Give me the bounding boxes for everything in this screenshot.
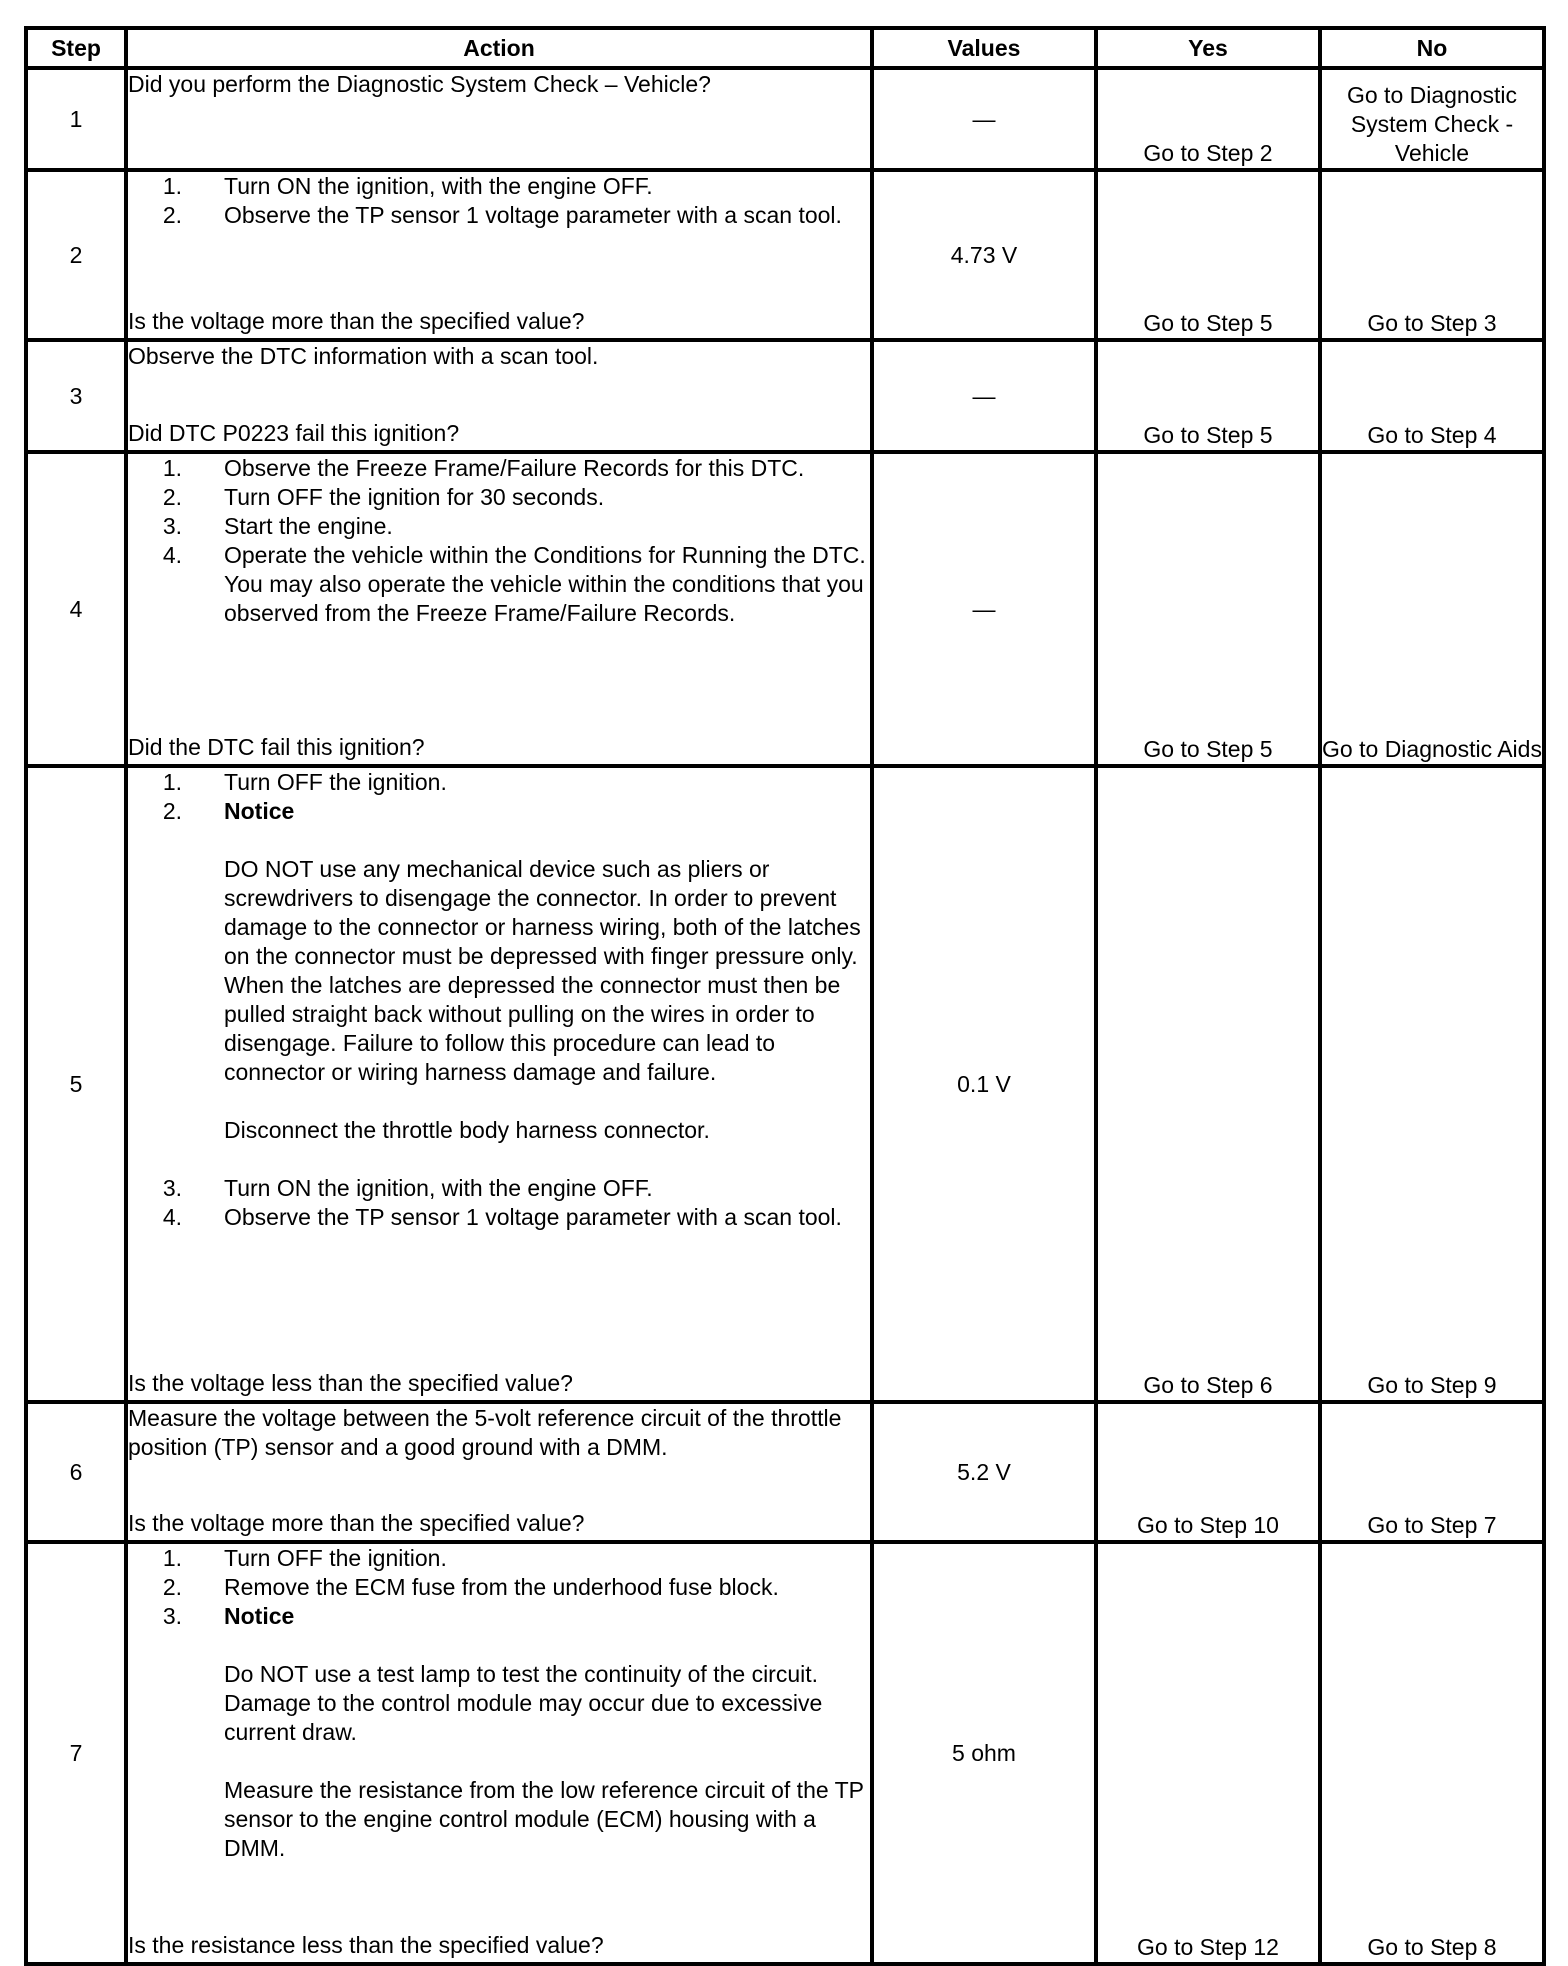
no-cell: Go to Diagnostic Aids [1320, 452, 1544, 766]
action-steps [128, 1174, 870, 1232]
yes-cell: Go to Step 5 [1096, 170, 1320, 340]
action-cell [126, 68, 872, 170]
step-number: 2 [26, 170, 126, 340]
value-cell: 5.2 V [872, 1402, 1096, 1542]
action-instruction: Measure the resistance from the low reference circuit of the TP sensor to the engine control module (ECM) housing with a DMM. [224, 1777, 864, 1861]
list-item: 4. Operate the vehicle within the Conditions for Running the DTC. You may also operate the vehicle within the conditions that you observed from the Freeze Frame/Failure Records. [162, 542, 866, 626]
step-number: 5 [26, 766, 126, 1402]
notice-text: Do NOT use a test lamp to test the continuity of the circuit. Damage to the control module may occur due to excessive current draw. [224, 1661, 823, 1745]
action-cell [126, 766, 872, 1402]
yes-cell: Go to Step 12 [1096, 1542, 1320, 1964]
yes-cell: Go to Step 5 [1096, 340, 1320, 452]
table-row [26, 766, 1544, 1402]
header-step: Step [26, 28, 126, 68]
action-cell [126, 170, 872, 340]
table-row [26, 340, 1544, 452]
action-question: Did the DTC fail this ignition? [128, 734, 425, 760]
value-cell: — [872, 68, 1096, 170]
action-cell [126, 452, 872, 766]
list-item: 3. Notice [162, 1603, 295, 1629]
yes-cell: Go to Step 10 [1096, 1402, 1320, 1542]
action-question: Is the voltage more than the specified value? [128, 1510, 585, 1536]
header-action: Action [126, 28, 872, 68]
action-question: Is the voltage more than the specified value? [128, 308, 585, 334]
value-cell: — [872, 452, 1096, 766]
no-cell: Go to Step 4 [1320, 340, 1544, 452]
value-cell: — [872, 340, 1096, 452]
list-item: 1. Turn ON the ignition, with the engine OFF. [162, 173, 653, 199]
header-values: Values [872, 28, 1096, 68]
list-item: 2. Turn OFF the ignition for 30 seconds. [162, 484, 605, 510]
no-cell: Go to Step 8 [1320, 1542, 1544, 1964]
diagnostic-table [24, 26, 1546, 1966]
list-item: 2. Notice [162, 798, 295, 824]
step-number: 6 [26, 1402, 126, 1542]
action-steps [128, 1544, 870, 1631]
table-row [26, 1542, 1544, 1964]
step-number: 1 [26, 68, 126, 170]
step-number: 4 [26, 452, 126, 766]
table-row [26, 1402, 1544, 1542]
list-item: 1. Observe the Freeze Frame/Failure Records for this DTC. [162, 455, 805, 481]
table-row [26, 170, 1544, 340]
action-question: Is the resistance less than the specified value? [128, 1932, 604, 1958]
action-instruction: Measure the voltage between the 5-volt reference circuit of the throttle position (TP) sensor and a good ground with a DMM. [128, 1405, 842, 1460]
action-steps [128, 172, 870, 230]
action-cell [126, 1542, 872, 1964]
action-instruction: Disconnect the throttle body harness connector. [224, 1117, 710, 1143]
list-item: 1. Turn OFF the ignition. [162, 1545, 447, 1571]
value-cell: 0.1 V [872, 766, 1096, 1402]
step-number: 7 [26, 1542, 126, 1964]
no-cell: Go to Step 3 [1320, 170, 1544, 340]
list-item: 4. Observe the TP sensor 1 voltage parameter with a scan tool. [162, 1204, 842, 1230]
notice-text: DO NOT use any mechanical device such as pliers or screwdrivers to disengage the connector. In order to prevent damage to the connector or harness wiring, both of the latches on the connector must be depressed with finger pressure only. When the latches are depressed the connector must then be pulled straight back without pulling on the wires in order to disengage. Failure to follow this procedure can lead to connector or wiring harness damage and failure. [224, 856, 861, 1085]
action-instruction: Observe the DTC information with a scan tool. [128, 343, 599, 369]
step-number: 3 [26, 340, 126, 452]
no-cell: Go to Step 9 [1320, 766, 1544, 1402]
list-item: 3. Turn ON the ignition, with the engine OFF. [162, 1175, 653, 1201]
action-steps [128, 454, 870, 628]
action-question: Did you perform the Diagnostic System Check – Vehicle? [128, 71, 711, 97]
yes-cell: Go to Step 2 [1096, 68, 1320, 170]
header-yes: Yes [1096, 28, 1320, 68]
list-item: 3. Start the engine. [162, 513, 393, 539]
action-question: Did DTC P0223 fail this ignition? [128, 420, 460, 446]
action-steps [128, 768, 870, 826]
header-no: No [1320, 28, 1544, 68]
no-cell: Go to Step 7 [1320, 1402, 1544, 1542]
yes-cell: Go to Step 6 [1096, 766, 1320, 1402]
action-question: Is the voltage less than the specified value? [128, 1370, 573, 1396]
action-cell [126, 1402, 872, 1542]
value-cell: 5 ohm [872, 1542, 1096, 1964]
table-row [26, 68, 1544, 170]
table-row [26, 452, 1544, 766]
list-item: 1. Turn OFF the ignition. [162, 769, 447, 795]
no-cell: Go to Diagnostic System Check - Vehicle [1320, 68, 1544, 170]
yes-cell: Go to Step 5 [1096, 452, 1320, 766]
value-cell: 4.73 V [872, 170, 1096, 340]
list-item: 2. Observe the TP sensor 1 voltage parameter with a scan tool. [162, 202, 842, 228]
list-item: 2. Remove the ECM fuse from the underhood fuse block. [162, 1574, 779, 1600]
action-cell [126, 340, 872, 452]
header-row [26, 28, 1544, 68]
